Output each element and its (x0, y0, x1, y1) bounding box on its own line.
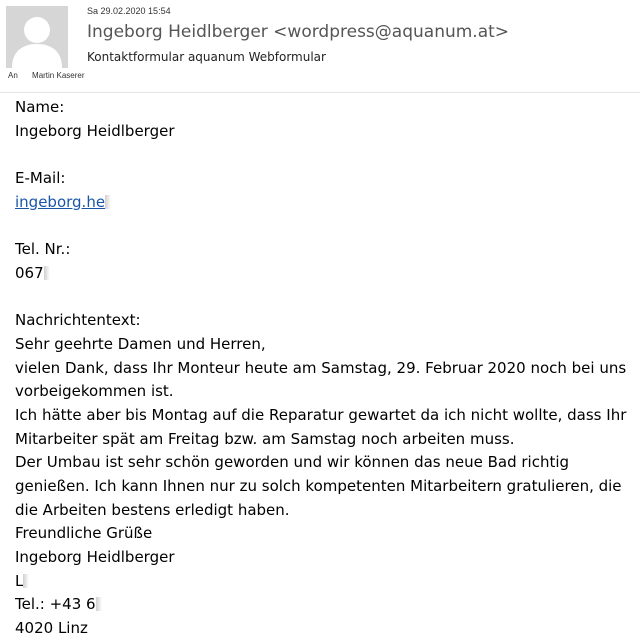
message-line: Ich hätte aber bis Montag auf die Reparatur gewartet da ich nicht wollte, dass Ihr (15, 405, 627, 424)
signature-address: L (15, 571, 24, 590)
name-label: Name: (15, 98, 65, 116)
message-line: Sehr geehrte Damen und Herren, (15, 334, 266, 353)
to-label: An (8, 71, 18, 80)
message-line: Ingeborg Heidlberger (15, 548, 175, 567)
email-date: Sa 29.02.2020 15:54 (87, 6, 171, 16)
redaction-fade (23, 574, 29, 588)
message-line: genießen. Ich kann Ihnen nur zu solch kompetenten Mitarbeitern gratulieren, die (15, 477, 622, 495)
email-sender[interactable]: Ingeborg Heidlberger <wordpress@aquanum.at> (87, 22, 510, 42)
message-line: vorbeigekommen ist. (15, 382, 174, 401)
redaction-fade (105, 195, 111, 209)
sender-avatar[interactable] (6, 6, 68, 68)
message-line: Freundliche Grüße (15, 524, 153, 543)
message-label: Nachrichtentext: (15, 311, 141, 330)
signature-tel-value: Tel.: +43 6 (15, 595, 96, 614)
header-divider (0, 92, 640, 93)
email-link[interactable]: ingeborg.he (15, 192, 106, 211)
signature-tel (15, 593, 635, 617)
signature-city: 4020 Linz (15, 619, 88, 638)
tel-value: 067 (15, 263, 44, 282)
name-value: Ingeborg Heidlberger (15, 121, 175, 140)
message-line: Mitarbeiter spät am Freitag bzw. am Samstag noch arbeiten muss. (15, 429, 515, 448)
signature-line (15, 570, 635, 594)
message-line: die Arbeiten bestens erledigt haben. (15, 500, 290, 519)
spacer (15, 286, 635, 310)
email-label: E-Mail: (15, 169, 66, 188)
tel-label: Tel. Nr.: (15, 240, 71, 259)
spacer (15, 214, 635, 238)
email-subject: Kontaktformular aquanum Webformular (87, 50, 326, 64)
recipient-name[interactable]: Martin Kaserer (32, 71, 85, 80)
email-field (15, 191, 635, 215)
spacer (15, 143, 635, 167)
person-silhouette-icon (6, 6, 68, 68)
email-body (15, 96, 635, 641)
recipient-row (8, 71, 85, 80)
message-line: vielen Dank, dass Ihr Monteur heute am Samstag, 29. Februar 2020 noch bei uns (15, 358, 627, 377)
message-line: Der Umbau ist sehr schön geworden und wir können das neue Bad richtig (15, 453, 570, 472)
redaction-fade (44, 266, 50, 280)
redaction-fade (96, 597, 102, 611)
tel-field (15, 262, 635, 286)
email-header (0, 0, 640, 92)
